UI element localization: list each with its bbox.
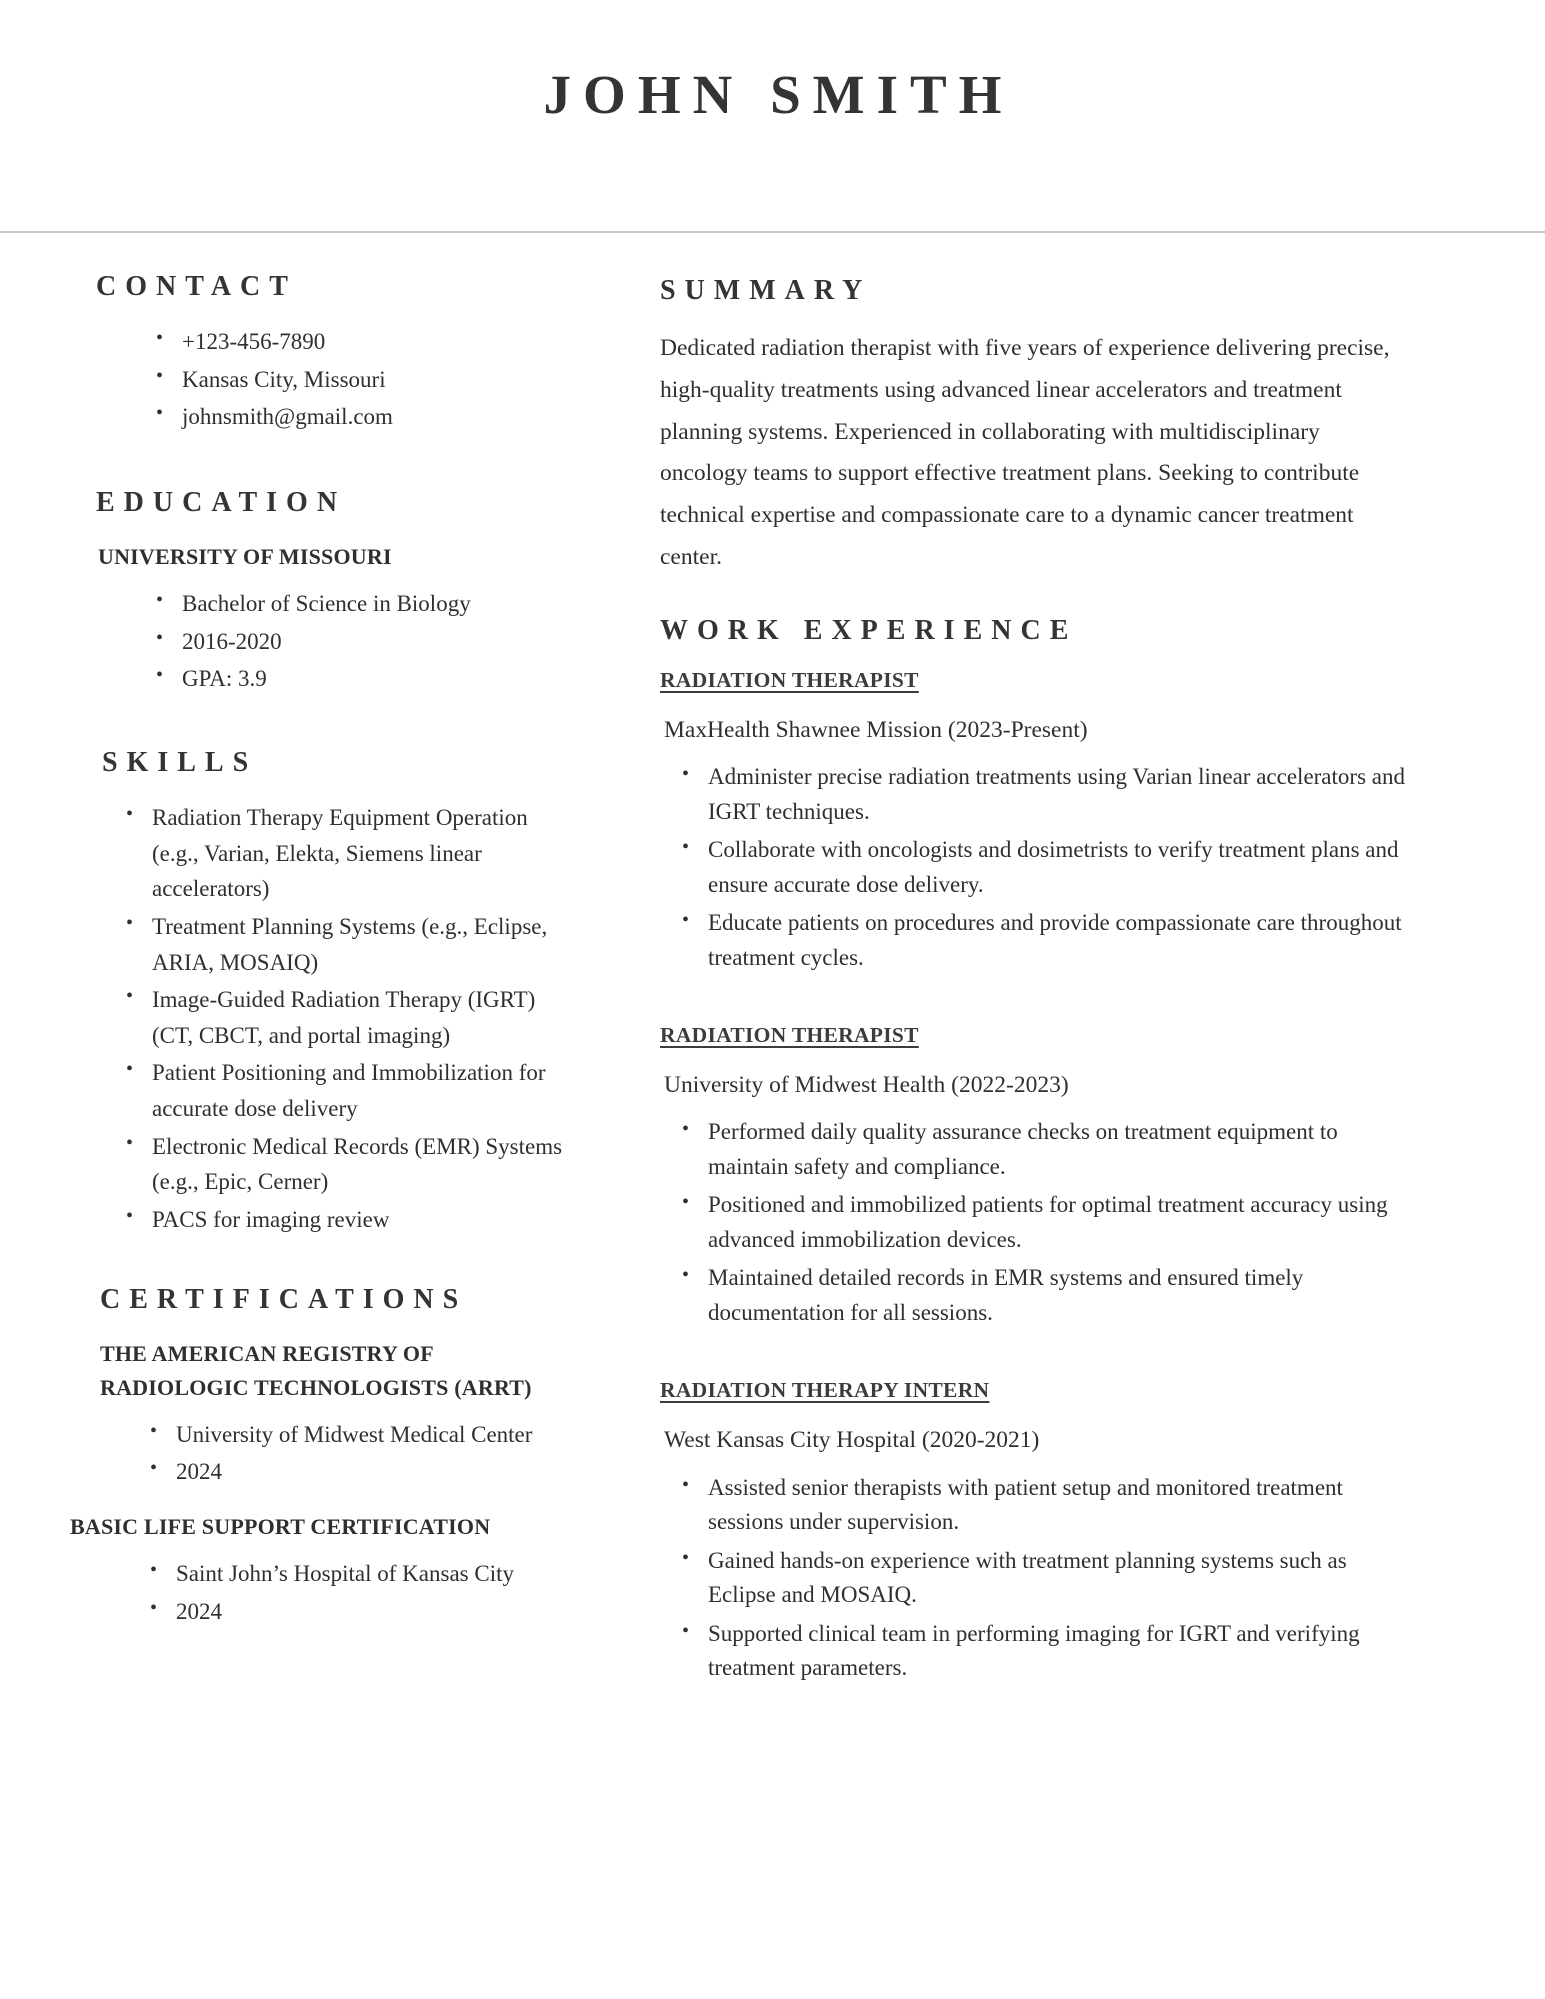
certification-entry	[70, 1337, 570, 1490]
job-title: RADIATION THERAPIST	[660, 667, 919, 692]
certification-name: THE AMERICAN REGISTRY OF RADIOLOGIC TECHNOLOGISTS (ARRT)	[100, 1340, 532, 1400]
section-contact	[70, 269, 570, 435]
list-item: • Supported clinical team in performing imaging for IGRT and verifying treatment parameters.	[682, 1617, 1410, 1686]
job-title: RADIATION THERAPIST	[660, 1023, 919, 1048]
job-company: West Kansas City Hospital (2020-2021)	[664, 1427, 1040, 1454]
list-item: • Performed daily quality assurance checks on treatment equipment to maintain safety and compliance.	[682, 1115, 1410, 1184]
list-item: • Maintained detailed records in EMR systems and ensured timely documentation for all sessions.	[682, 1261, 1410, 1330]
summary-paragraph: Dedicated radiation therapist with five years of experience delivering precise, high-quality treatments using advanced linear accelerators and treatment planning systems. Experienced in collaborating with multidisciplinary oncology teams to support effective treatment plans. Seeking to contribute technical expertise and compassionate care to a dynamic cancer treatment center.	[660, 335, 1390, 571]
list-item: • +123-456-7890	[156, 324, 570, 360]
section-heading-work-experience: WORK EXPERIENCE	[660, 614, 1078, 646]
job-company: MaxHealth Shawnee Mission (2023-Present)	[664, 716, 1088, 743]
job-company: University of Midwest Health (2022-2023)	[664, 1072, 1069, 1099]
section-education	[70, 485, 570, 697]
list-item: • Gained hands-on experience with treatment planning systems such as Eclipse and MOSAIQ.	[682, 1544, 1410, 1613]
list-item: • Collaborate with oncologists and dosimetrists to verify treatment plans and ensure accurate dose delivery.	[682, 833, 1410, 902]
section-certifications	[70, 1282, 570, 1630]
resume-header	[0, 0, 1545, 233]
section-work-experience	[660, 613, 1410, 1686]
spacer	[660, 1356, 1410, 1378]
list-item: • Assisted senior therapists with patient setup and monitored treatment sessions under supervision.	[682, 1471, 1410, 1540]
section-heading-contact: CONTACT	[96, 271, 297, 302]
job-title: RADIATION THERAPY INTERN	[660, 1378, 990, 1403]
list-item: • Patient Positioning and Immobilization for accurate dose delivery	[126, 1055, 570, 1126]
list-item: • 2024	[150, 1454, 570, 1490]
list-item: • Treatment Planning Systems (e.g., Eclipse, ARIA, MOSAIQ)	[126, 909, 570, 980]
list-item: • PACS for imaging review	[126, 1202, 570, 1238]
spacer	[660, 1001, 1410, 1023]
certification-name: BASIC LIFE SUPPORT CERTIFICATION	[70, 1514, 491, 1540]
certification-detail-list	[70, 1556, 570, 1629]
section-skills	[70, 745, 570, 1238]
work-experience-entry	[660, 1378, 1410, 1685]
list-item: • Kansas City, Missouri	[156, 362, 570, 398]
list-item: • Positioned and immobilized patients for optimal treatment accuracy using advanced immobilization devices.	[682, 1188, 1410, 1257]
education-list	[70, 586, 570, 697]
resume-body	[0, 233, 1545, 1712]
list-item: • Administer precise radiation treatments using Varian linear accelerators and IGRT techniques.	[682, 760, 1410, 829]
list-item: • johnsmith@gmail.com	[156, 399, 570, 435]
list-item: • 2024	[150, 1594, 570, 1630]
list-item: • Saint John’s Hospital of Kansas City	[150, 1556, 570, 1592]
list-item: • University of Midwest Medical Center	[150, 1417, 570, 1453]
list-item: • Radiation Therapy Equipment Operation (e.g., Varian, Elekta, Siemens linear accelerators)	[126, 800, 570, 907]
education-school-name: UNIVERSITY OF MISSOURI	[98, 543, 392, 569]
job-bullet-list	[660, 760, 1410, 975]
work-experience-entry	[660, 1023, 1410, 1330]
section-summary	[660, 273, 1410, 579]
section-heading-summary: SUMMARY	[660, 275, 872, 306]
job-bullet-list	[660, 1115, 1410, 1330]
spacer	[70, 1492, 570, 1510]
section-heading-skills: SKILLS	[102, 746, 258, 778]
list-item: • Image-Guided Radiation Therapy (IGRT) (CT, CBCT, and portal imaging)	[126, 982, 570, 1053]
job-bullet-list	[660, 1471, 1410, 1686]
list-item: • 2016-2020	[156, 624, 570, 660]
section-heading-certifications: CERTIFICATIONS	[100, 1283, 468, 1315]
certification-detail-list	[70, 1417, 570, 1490]
work-experience-entry	[660, 668, 1410, 975]
contact-list	[70, 324, 570, 435]
list-item: • Electronic Medical Records (EMR) Systems (e.g., Epic, Cerner)	[126, 1129, 570, 1200]
list-item: • Bachelor of Science in Biology	[156, 586, 570, 622]
certification-entry	[70, 1510, 570, 1629]
right-column	[580, 233, 1545, 1712]
skills-list	[70, 800, 570, 1238]
list-item: • Educate patients on procedures and provide compassionate care throughout treatment cycles.	[682, 906, 1410, 975]
page-title: JOHN SMITH	[543, 64, 1014, 126]
section-heading-education: EDUCATION	[96, 486, 347, 518]
left-column	[0, 233, 580, 1712]
list-item: • GPA: 3.9	[156, 661, 570, 697]
